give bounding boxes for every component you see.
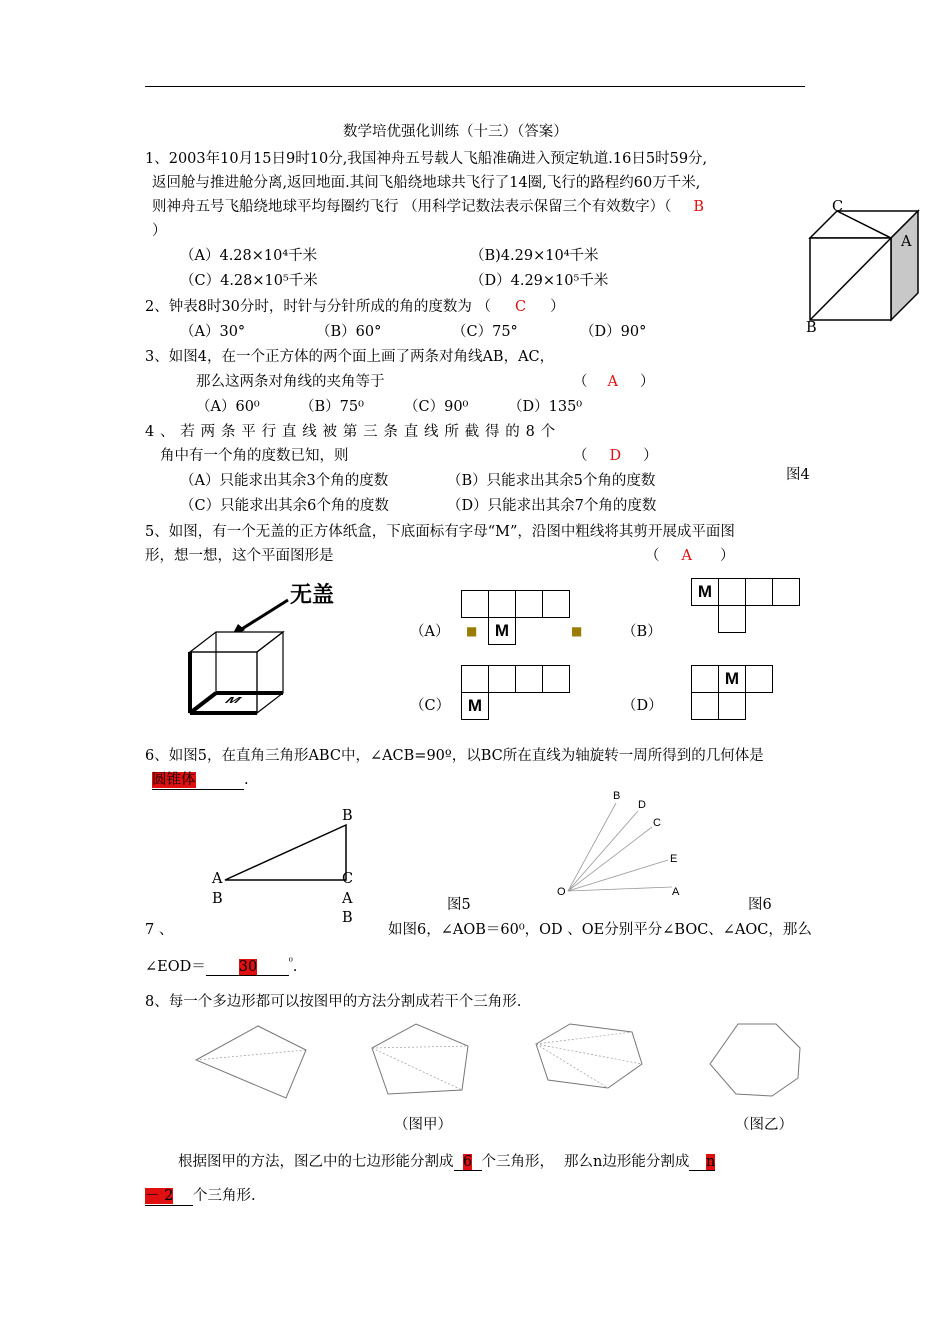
q2-optC: （C）75° (452, 324, 518, 340)
caption-yi: （图乙） (735, 1117, 793, 1133)
q4-optA: （A）只能求出其余3个角的度数 (180, 473, 389, 489)
fig4-label-B: B (806, 320, 817, 336)
fig6-label-E: E (670, 853, 678, 865)
open-box-figure (183, 592, 353, 722)
ray-OA (568, 887, 672, 891)
q8-answer1: 6 (462, 1154, 473, 1170)
q4-answer: D (609, 448, 622, 464)
fig-jia-polygons (190, 1020, 830, 1100)
fig5-label-C: C (342, 871, 354, 887)
q2-optB: （B）60° (316, 324, 382, 340)
fig5-label-B3: B (342, 910, 353, 926)
q1-line2: 返回舱与推进舱分离,返回地面.其间飞船绕地球共飞行了14圈,飞行的路程约60万千米, (152, 175, 701, 191)
q3-bracket: （ A ） (573, 374, 655, 390)
q7-line1: 如图6，∠AOB＝60⁰，OD 、OE分别平分∠BOC、∠AOC，那么 (388, 922, 812, 938)
q7-number: 7 、 (145, 922, 174, 938)
q2-stem: 2、钟表8时30分时，时针与分针所成的角的度数为 （ C ） (145, 299, 565, 315)
q6-answer: 圆锥体 (152, 772, 196, 788)
q3-optA: （A）60⁰ (196, 399, 260, 415)
q1-line4: ） (152, 223, 167, 239)
page-title: 数学培优强化训练（十三）（答案） (343, 124, 568, 140)
net-A-dot-right: ■ (571, 624, 583, 638)
q3-optD: （D）135⁰ (508, 399, 583, 415)
ray-OD (568, 811, 638, 891)
heptagon (710, 1024, 800, 1096)
q1-line3: 则神舟五号飞船绕地球平均每圈约飞行 （用科学记数法表示保留三个有效数字）（ B (152, 199, 705, 215)
q5-optC-label: （C） (410, 698, 451, 714)
q5-answer: A (681, 548, 692, 564)
q1-optA: （A）4.28×10⁴千米 (180, 248, 318, 264)
q6-line1: 6、如图5，在直角三角形ABC中，∠ACB=90º，以BC所在直线为轴旋转一周所得到的几何体是 (145, 748, 764, 764)
q7-answer-line: ∠EOD＝ 30 $^{^0}$. (145, 957, 298, 975)
q6-answer-line: 圆锥体 . (152, 768, 249, 790)
q4-optD: （D）只能求出其余7个角的度数 (447, 498, 657, 514)
q8-answer2b: － 2 (145, 1188, 174, 1204)
q3-optB: （B）75⁰ (300, 399, 364, 415)
q8-answer2a: n (706, 1154, 716, 1170)
fig4-label-A: A (901, 234, 912, 250)
fig4-cube (800, 198, 925, 338)
net-A-dot-left: ■ (466, 624, 478, 638)
q4-line2: 角中有一个角的度数已知，则 (160, 448, 349, 464)
quadrilateral (196, 1026, 306, 1098)
open-box-label: 无盖 (290, 582, 335, 607)
q5-bracket: （ A ） (645, 548, 735, 564)
q5-optD-label: （D） (622, 698, 663, 714)
q8-line2: 根据图甲的方法，图乙中的七边形能分割成 6 个三角形， 那么n边形能分割成 n (178, 1154, 716, 1170)
q8-line1: 8、每一个多边形都可以按图甲的方法分割成若干个三角形. (145, 994, 522, 1010)
fig6-label-D: D (638, 799, 646, 811)
q7-answer: 30 (238, 959, 258, 975)
q3-optC: （C）90⁰ (404, 399, 469, 415)
q5-line2: 形，想一想，这个平面图形是 (145, 548, 334, 564)
hexagon (536, 1024, 642, 1088)
q1-optB: （B)4.29×10⁴千米 (470, 248, 599, 264)
q1-line1: 1、2003年10月15日9时10分,我国神舟五号载人飞船准确进入预定轨道.16日5时59分, (145, 151, 708, 167)
ray-OE (568, 860, 668, 891)
q5-optA-label: （A） (410, 624, 450, 640)
fig5-caption: 图5 (447, 897, 471, 913)
q4-optB: （B）只能求出其余5个角的度数 (447, 473, 656, 489)
fig4-label-C: C (832, 199, 844, 215)
q1-optD: （D）4.29×10⁵千米 (470, 273, 609, 289)
fig6-label-O: O (557, 886, 566, 898)
q4-line1: 4 、 若 两 条 平 行 直 线 被 第 三 条 直 线 所 截 得 的 8 个 (145, 424, 556, 440)
q2-answer: C (515, 299, 527, 315)
q2-optA: （A）30° (180, 324, 246, 340)
arrow-line (237, 600, 288, 632)
fig6-label-C: C (653, 817, 661, 829)
header-rule (145, 86, 805, 87)
q1-optC: （C）4.28×10⁵千米 (180, 273, 318, 289)
fig4-caption: 图4 (786, 467, 810, 483)
fig5-label-A: A (212, 871, 223, 887)
caption-jia: （图甲） (394, 1117, 452, 1133)
q4-bracket: （ D ） (573, 448, 658, 464)
q5-line1: 5、如图，有一个无盖的正方体纸盒，下底面标有字母“M”，沿图中粗线将其剪开展成平面图 (145, 524, 735, 540)
q4-optC: （C）只能求出其余6个角的度数 (180, 498, 389, 514)
fig6-label-B: B (613, 790, 621, 802)
ray-OC (568, 827, 652, 891)
pentagon (372, 1024, 468, 1094)
net-B: M (691, 578, 800, 633)
fig5-label-B: B (342, 808, 353, 824)
net-C: M (461, 665, 570, 720)
q3-line1: 3、如图4，在一个正方体的两个面上画了两条对角线AB，AC， (145, 349, 555, 365)
q5-optB-label: （B） (622, 624, 662, 640)
net-D: M (691, 665, 773, 720)
q8-line3: － 2 个三角形. (145, 1184, 256, 1206)
fig6-caption: 图6 (748, 897, 772, 913)
open-box-letter: M (223, 696, 243, 706)
q2-optD: （D）90° (580, 324, 647, 340)
net-A: M (461, 590, 570, 645)
fig5-label-A2: A (342, 891, 353, 907)
q3-answer: A (607, 374, 618, 390)
q1-answer: B (693, 199, 705, 215)
fig6-rays (560, 795, 690, 905)
q3-line2: 那么这两条对角线的夹角等于 (196, 374, 385, 390)
fig5-label-B2: B (212, 891, 223, 907)
fig6-label-A: A (672, 886, 680, 898)
fig5-triangle (220, 820, 360, 890)
ray-OB (568, 803, 616, 891)
